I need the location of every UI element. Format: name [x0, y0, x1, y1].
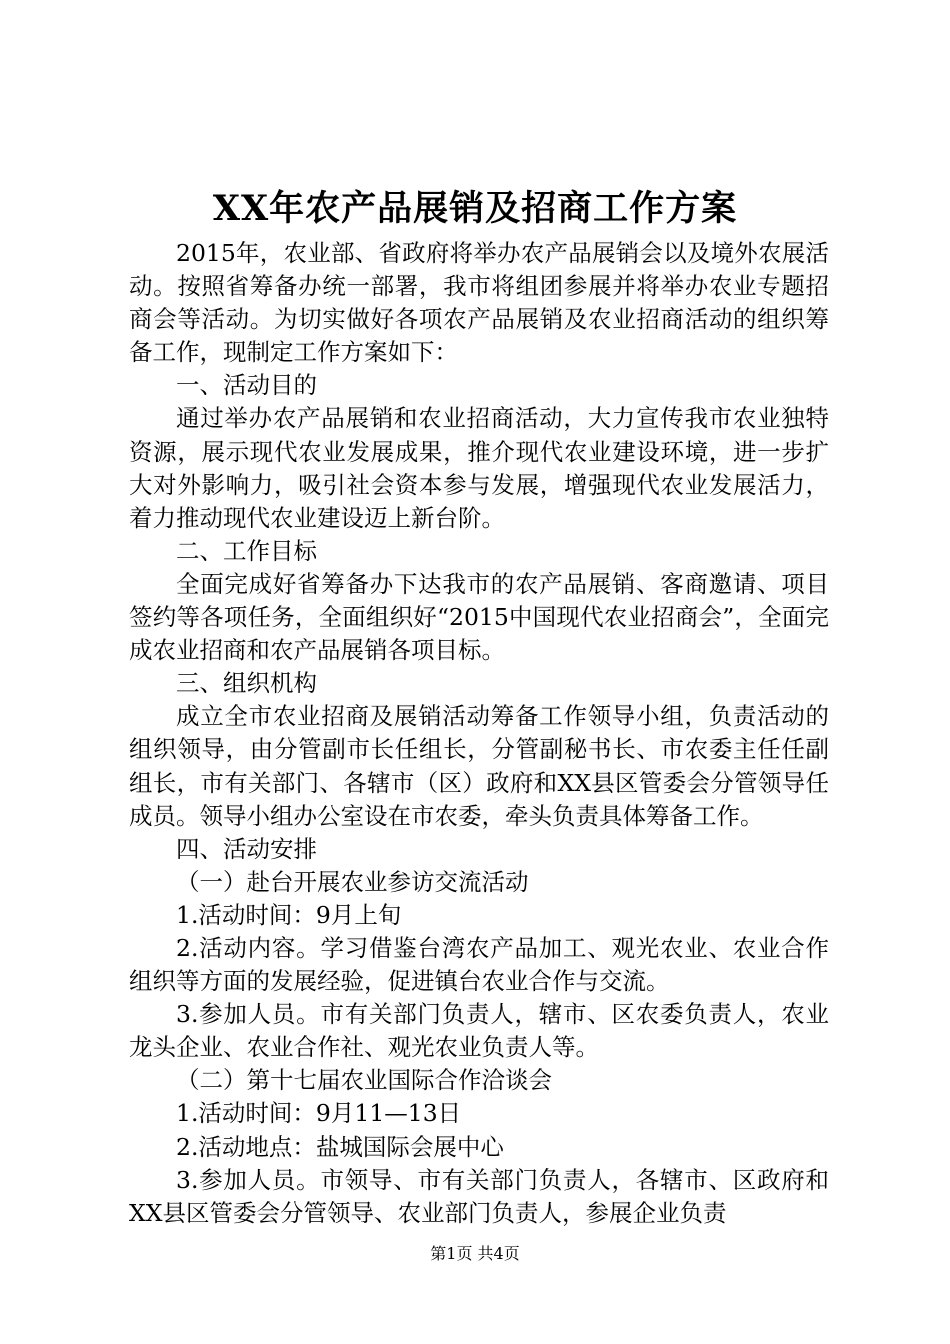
list-item-fair-location: 2.活动地点：盐城国际会展中心 [176, 1132, 504, 1161]
list-item-taiwan-participants: 3.参加人员。市有关部门负责人，辖市、区农委负责人，农业龙头企业、农业合作社、观光农业负责人等。 [129, 1000, 829, 1062]
paragraph-intro: 2015年，农业部、省政府将举办农产品展销会以及境外农展活动。按照省筹备办统一部署，我市将组团参展并将举办农业专题招商会等活动。为切实做好各项农产品展销及农业招商活动的组织筹备工作，现制定工作方案如下： [129, 239, 829, 367]
section-heading-organization: 三、组织机构 [176, 669, 317, 698]
list-item-taiwan-time: 1.活动时间：9月上旬 [176, 900, 402, 929]
paragraph-organization: 成立全市农业招商及展销活动筹备工作领导小组，负责活动的组织领导，由分管副市长任组长，分管副秘书长、市农委主任任副组长，市有关部门、各辖市（区）政府和XX县区管委会分管领导任成员。领导小组办公室设在市农委，牵头负责具体筹备工作。 [129, 702, 829, 830]
page-number-footer: 第1页 共4页 [430, 1244, 520, 1263]
list-item-fair-participants: 3.参加人员。市领导、市有关部门负责人，各辖市、区政府和XX县区管委会分管领导、农业部门负责人，参展企业负责 [129, 1165, 829, 1227]
subsection-heading-fair: （二）第十七届农业国际合作洽谈会 [176, 1066, 552, 1095]
paragraph-purpose: 通过举办农产品展销和农业招商活动，大力宣传我市农业独特资源，展示现代农业发展成果，推介现代农业建设环境，进一步扩大对外影响力，吸引社会资本参与发展，增强现代农业发展活力，着力推动现代农业建设迈上新台阶。 [129, 404, 829, 532]
paragraph-goals: 全面完成好省筹备办下达我市的农产品展销、客商邀请、项目签约等各项任务，全面组织好“2015中国现代农业招商会”，全面完成农业招商和农产品展销各项目标。 [129, 569, 829, 665]
document-title: XX年农产品展销及招商工作方案 [212, 188, 738, 229]
document-body [129, 237, 829, 1230]
list-item-fair-time: 1.活动时间：9月11—13日 [176, 1099, 462, 1128]
section-heading-goals: 二、工作目标 [176, 536, 317, 565]
list-item-taiwan-content: 2.活动内容。学习借鉴台湾农产品加工、观光农业、农业合作组织等方面的发展经验，促进镇台农业合作与交流。 [129, 933, 829, 996]
section-heading-purpose: 一、活动目的 [176, 371, 317, 400]
section-heading-arrangements: 四、活动安排 [176, 834, 317, 863]
subsection-heading-taiwan-visit: （一）赴台开展农业参访交流活动 [176, 867, 529, 896]
